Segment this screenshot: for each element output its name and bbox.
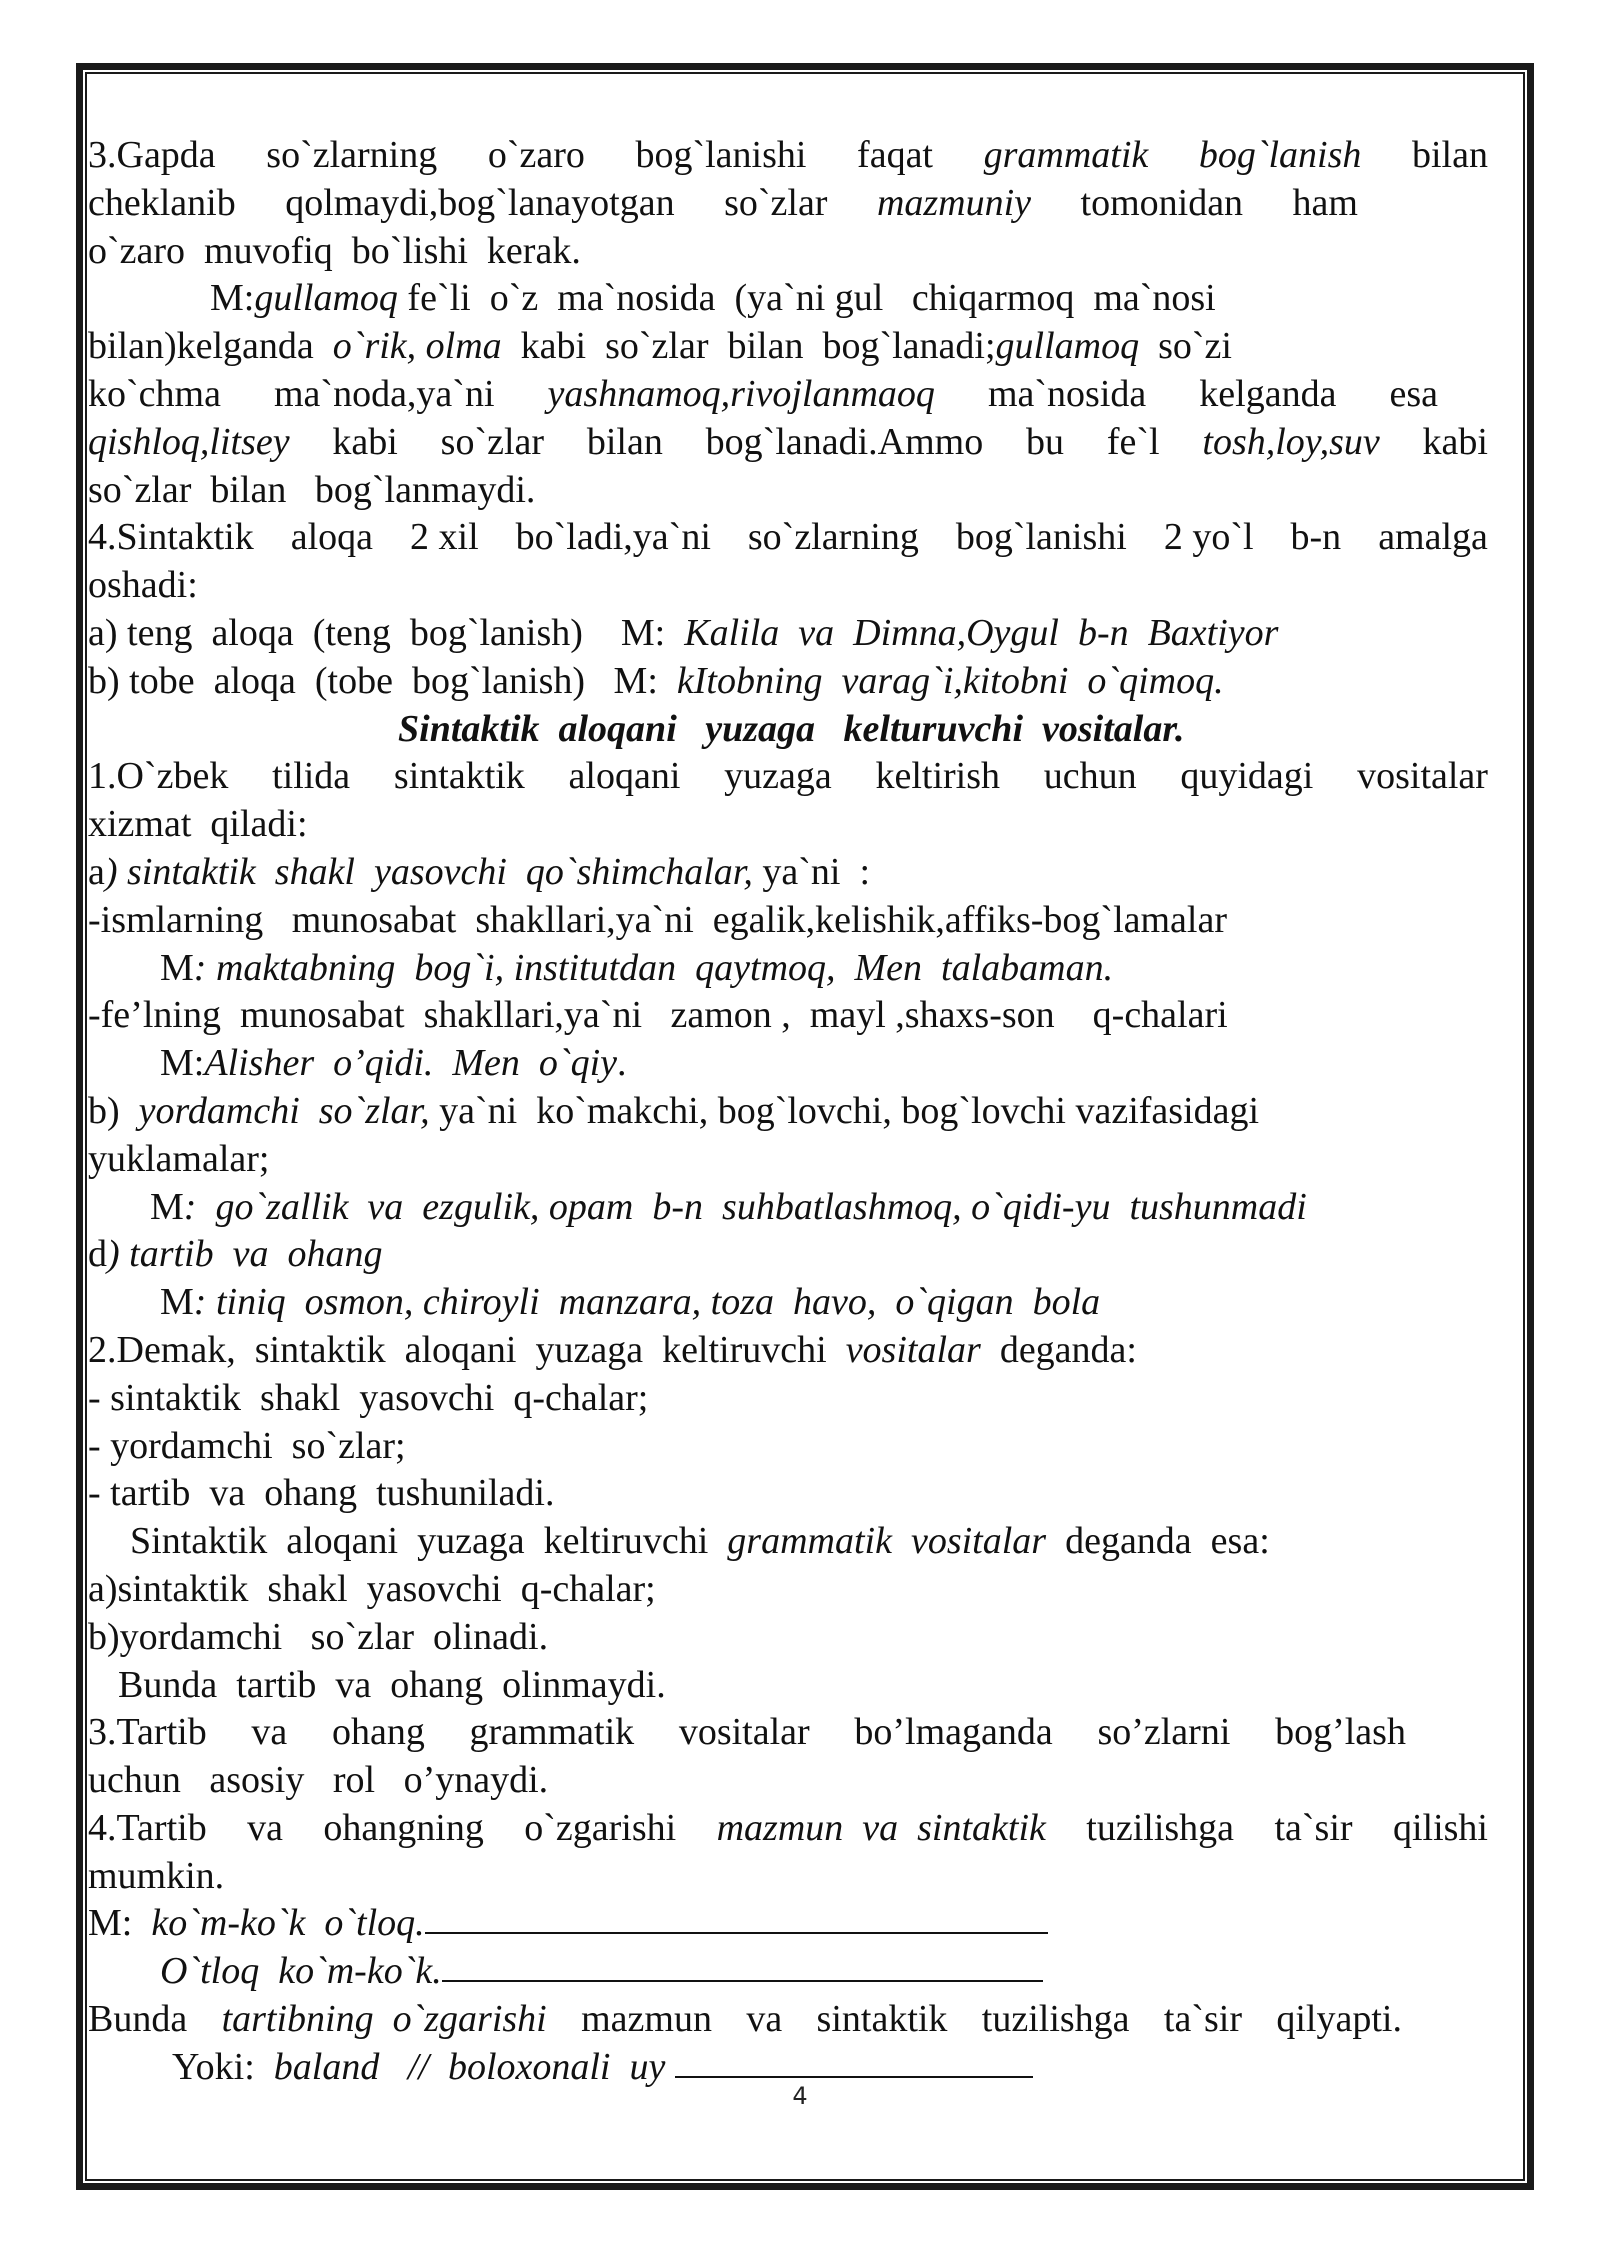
italic-text: bog`lanish [1198,134,1362,176]
text-span: qilishi [1392,1806,1488,1849]
text-span: deganda esa: [1046,1520,1270,1563]
text-span: amalga [1378,516,1488,559]
italic-text: ) sintaktik shakl yasovchi qo`shimchalar, [104,850,753,893]
text-span: a) teng aloqa (teng bog`lanish) M: [88,611,685,654]
text-span: 2.Demak, sintaktik aloqani yuzaga keltiruvchi [88,1328,846,1371]
text-span: b)yordamchi so`zlar olinadi. [88,1615,549,1658]
text-span: M: [210,277,255,320]
text-span: M [160,1281,194,1324]
text-span: kabi so`zlar bilan bog`lanadi; [501,325,996,368]
text-line [88,753,1488,801]
text-span: so`zlarning [266,134,438,176]
text-span: Yoki: [172,2045,274,2088]
text-span: a [88,850,105,893]
text-span: ohangning [323,1806,484,1849]
text-span: 3.Tartib [88,1711,207,1754]
text-span: xizmat qiladi: [88,803,308,846]
text-span: b-n [1290,516,1342,559]
text-span: yuklamalar; [88,1137,270,1180]
text-span: fe`l [1106,420,1160,463]
text-line [88,658,1488,706]
text-span: oshadi: [88,564,198,607]
italic-text: Kalila va Dimna,Oygul b-n Baxtiyor [684,611,1279,654]
text-span: o`zaro muvofiq bo`lishi kerak. [88,229,581,272]
text-span: so`zlar [724,181,828,224]
text-span: tuzilishga [981,1998,1130,2041]
text-line [88,180,1358,228]
italic-text: yashnamoq,rivojlanmaoq [547,372,935,415]
text-span: faqat [857,134,933,176]
text-span: aloqa [290,516,374,559]
text-span: tilida [272,755,351,798]
text-span: uchun [1043,755,1137,798]
text-span: Sintaktik aloqani yuzaga keltiruvchi [130,1520,728,1563]
text-span: - sintaktik shakl yasovchi q-chalar; [88,1376,649,1419]
text-span: bog’lash [1275,1711,1406,1754]
text-line [88,1566,1488,1614]
text-line [88,1470,1488,1518]
italic-text: o`rik, olma [332,325,502,368]
text-line [88,1853,1488,1901]
text-span: 2 yo`l [1163,516,1254,559]
text-line [88,132,1488,180]
text-line [88,1805,1488,1853]
text-span: ma`noda,ya`ni [273,372,495,415]
text-span: kelganda [1199,372,1337,415]
text-span: Bunda [88,1998,188,2041]
text-span: grammatik [469,1711,635,1754]
text-span: ta`sir [1163,1998,1242,2041]
italic-text: ) tartib va ohang [107,1233,383,1276]
text-line [88,1614,1488,1662]
text-line [88,801,1488,849]
text-line [88,228,1488,276]
text-span: qolmaydi,bog`lanayotgan [285,181,675,224]
text-span: 4.Tartib [88,1806,207,1849]
text-line [88,1136,1488,1184]
text-span: yuzaga [724,755,832,798]
text-line [88,849,1488,897]
text-span: so`zlar [440,420,545,463]
text-span: ya`ni ko`makchi, bog`lovchi, bog`lovchi vazifasidagi [429,1089,1260,1132]
text-span: tuzilishga [1086,1806,1235,1849]
italic-text: mazmuniy [876,181,1032,224]
text-line [88,1327,1488,1375]
italic-text: grammatik [983,134,1149,176]
text-span: 1.O`zbek [88,755,229,798]
italic-text: Alisher o’qidi. Men o`qiy [204,1042,617,1085]
text-span: bog`lanadi.Ammo [705,420,984,463]
text-span: esa [1389,372,1438,415]
text-span: sintaktik [816,1998,948,2041]
text-span: 3.Gapda [88,134,216,176]
text-span: a)sintaktik shakl yasovchi q-chalar; [88,1567,656,1610]
text-line [88,1996,1402,2044]
text-span: bilan [586,420,663,463]
text-span: vositalar [1357,755,1488,798]
italic-text: : go`zallik va ezgulik, opam b-n suhbatlashmoq, o`qidi-yu tushunmadi [183,1185,1307,1228]
text-span: . [617,1042,627,1085]
text-span: tomonidan [1080,181,1244,224]
text-line [88,945,1488,993]
text-line [88,1662,1488,1710]
italic-text: baland // boloxonali uy [273,2045,666,2088]
text-line [88,1375,1488,1423]
text-span: -ismlarning munosabat shakllari,ya`ni egalik,kelishik,affiks-bog`lamalar [88,898,1227,941]
text-line [88,1900,1488,1948]
italic-text: O`tloq ko`m-ko`k. [160,1950,442,1993]
text-span: deganda: [980,1328,1137,1371]
text-span: vositalar [678,1711,810,1754]
text-span: uchun asosiy rol o’ynaydi. [88,1759,549,1802]
text-span: bu [1026,420,1065,463]
text-line [88,1709,1406,1757]
text-span: o`zaro [487,134,585,176]
italic-text: grammatik vositalar [727,1520,1047,1563]
text-span: aloqani [568,755,681,798]
italic-text: ko`m-ko`k o`tloq. [151,1902,425,1945]
text-line [88,1518,1488,1566]
text-span: o`zgarishi [524,1806,677,1849]
text-line [88,1948,1488,1996]
text-span: bilan)kelganda [88,325,333,368]
text-span: M: [88,1902,152,1945]
text-span: kabi [1422,420,1488,463]
text-line [88,610,1488,658]
text-span: so’zlarni [1097,1711,1231,1754]
text-span: fe`li o`z ma`nosida (ya`ni gul chiqarmoq ma`nosi [397,277,1216,320]
italic-text: qishloq,litsey [88,420,290,463]
fill-in-blank-line [675,2044,1033,2078]
text-span: M [160,946,194,989]
text-span: mazmun [581,1998,712,2041]
text-span: ma`nosida [987,372,1147,415]
text-span: so`zlarning [747,516,919,559]
italic-text: tosh,loy,suv [1202,420,1380,463]
text-span: ta`sir [1274,1806,1353,1849]
text-line [88,1757,1488,1805]
text-span: qilyapti. [1276,1998,1402,2041]
text-span: b) tobe aloqa (tobe bog`lanish) M: [88,659,677,702]
text-span: ohang [331,1711,425,1754]
fill-in-blank-line [425,1900,1048,1934]
text-span: 2 xil [410,516,479,559]
text-span: d [88,1233,107,1276]
italic-text: : maktabning bog`i, institutdan qaytmoq, Men talabaman. [193,946,1114,989]
text-span: mumkin. [88,1854,225,1897]
italic-text: tartibning o`zgarishi [221,1998,547,2041]
text-line [88,897,1488,945]
italic-text: gullamoq [995,325,1140,368]
text-span: kabi [332,420,398,463]
text-line [88,1423,1488,1471]
text-line [88,562,1488,610]
text-span: cheklanib [88,181,236,224]
text-span: ham [1292,181,1358,224]
text-span: sintaktik [393,755,525,798]
page-number: 4 [792,2082,808,2110]
document-body [88,132,1488,2092]
italic-text: kItobning varag`i,kitobni o`qimoq. [676,659,1224,702]
text-line [88,1184,1488,1232]
text-span: M [150,1185,184,1228]
text-line [88,514,1488,562]
section-heading [88,706,1488,754]
text-span: -fe’lning munosabat shakllari,ya`ni zamon , mayl ,shaxs-son q-chalari [88,994,1228,1037]
text-span: bog`lanishi [955,516,1127,559]
text-span: bilan [1412,134,1488,176]
italic-text: yordamchi so`zlar, [138,1089,430,1132]
text-span: va [251,1711,288,1754]
text-line [88,992,1488,1040]
text-span: va [247,1806,283,1849]
text-span: - yordamchi so`zlar; [88,1424,406,1467]
text-span: 4.Sintaktik [88,516,254,559]
text-line [88,1040,1488,1088]
text-line [88,467,1488,515]
text-span: - tartib va ohang tushuniladi. [88,1472,555,1515]
text-span: quyidagi [1180,755,1314,798]
text-span: Bunda tartib va ohang olinmaydi. [118,1663,666,1706]
italic-text: mazmun va sintaktik [716,1806,1046,1849]
italic-text: : tiniq osmon, chiroyli manzara, toza havo, o`qigan bola [193,1281,1101,1324]
text-span: so`zi [1139,325,1232,368]
text-span: va [746,1998,783,2041]
fill-in-blank-line [442,1948,1043,1982]
text-span: bo`ladi,ya`ni [515,516,711,559]
text-span: ya`ni : [752,850,871,893]
text-line [88,419,1488,467]
text-line [88,1231,1488,1279]
text-line [88,1279,1488,1327]
text-line [88,371,1438,419]
text-span: so`zlar bilan bog`lanmaydi. [88,468,536,511]
text-span: ko`chma [88,372,221,415]
text-span: bog`lanishi [635,134,807,176]
text-span: Sintaktik aloqani yuzaga kelturuvchi vositalar. [398,707,1185,750]
text-span: b) [88,1089,139,1132]
text-line [88,1088,1488,1136]
text-line [88,275,1488,323]
italic-text: vositalar [845,1328,981,1371]
text-span: bo’lmaganda [854,1711,1053,1754]
text-line [88,323,1488,371]
text-span: keltirish [875,755,1001,798]
italic-text: gullamoq [254,277,398,320]
text-span: M: [160,1042,205,1085]
